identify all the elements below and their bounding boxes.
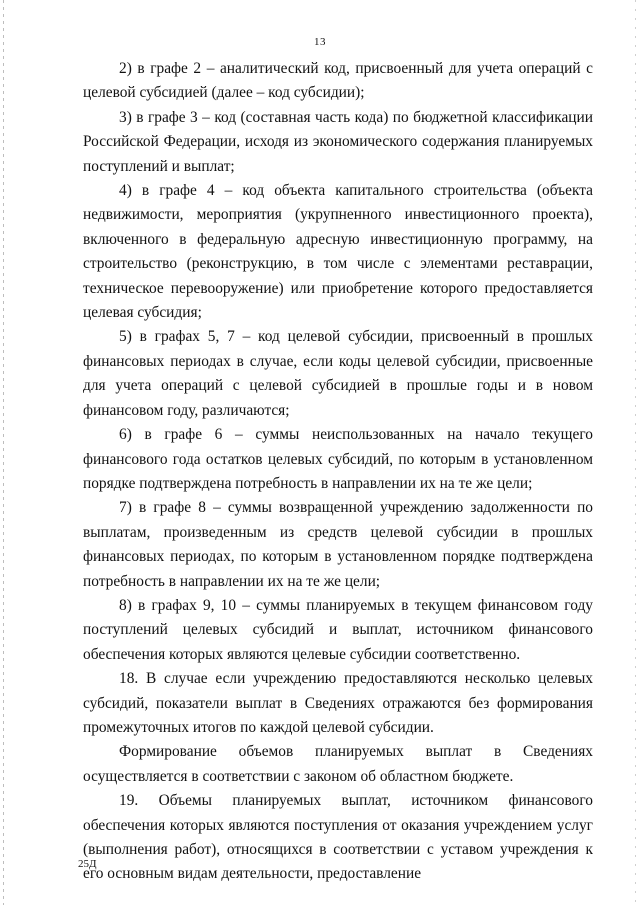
paragraph-item-5: 5) в графах 5, 7 – код целевой субсидии, присвоенный в прошлых финансовых периодах в случае, если коды целевой субсидии, присвоенные для учета операций с целевой субсидией в прошлые годы и в новом финансовом году, различаются; xyxy=(83,328,593,419)
paragraph-clause-18: 18. В случае если учреждению предоставляются несколько целевых субсидий, показатели выплат в Сведениях отражаются без формирования промежуточных итогов по каждой целевой субсидии. xyxy=(83,670,593,736)
paragraph-clause-19: 19. Объемы планируемых выплат, источником финансового обеспечения которых являются поступления от оказания учреждением услуг (выполнения работ), относящихся в соответствии с уставом учреждения к его основным видам деятельности, предоставление xyxy=(83,792,593,883)
footer-document-code: 25Д xyxy=(78,858,97,870)
scan-edge-right xyxy=(635,0,636,905)
page-number: 13 xyxy=(314,36,326,48)
scan-edge-left xyxy=(3,0,4,905)
paragraph-item-4: 4) в графе 4 – код объекта капитального строительства (объекта недвижимости, мероприятия (укрупненного инвестиционного проекта), включенного в федеральную адресную инвестиционную программу, на строительство (реконструкцию, в том числе с элементами реставрации, техническое перевооружение) или приобретение которого предоставляется целевая субсидия; xyxy=(83,182,593,322)
paragraph-item-2: 2) в графе 2 – аналитический код, присвоенный для учета операций с целевой субсидией (далее – код субсидии); xyxy=(83,60,593,102)
paragraph-item-7: 7) в графе 8 – суммы возвращенной учреждению задолженности по выплатам, произведенным из средств целевой субсидии в прошлых финансовых периодах, по которым в установленном порядке подтверждена потребность в направлении их на те же цели; xyxy=(83,499,593,590)
paragraph-clause-18-continued: Формирование объемов планируемых выплат в Сведениях осуществляется в соответствии с законом об областном бюджете. xyxy=(83,743,593,785)
document-body xyxy=(83,57,593,887)
paragraph-item-3: 3) в графе 3 – код (составная часть кода) по бюджетной классификации Российской Федерации, исходя из экономического содержания планируемых поступлений и выплат; xyxy=(83,108,593,175)
paragraph-item-8: 8) в графах 9, 10 – суммы планируемых в текущем финансовом году поступлений целевых субсидий и выплат, источником финансового обеспечения которых являются целевые субсидии соответственно. xyxy=(83,596,593,663)
paragraph-item-6: 6) в графе 6 – суммы неиспользованных на начало текущего финансового года остатков целевых субсидий, по которым в установленном порядке подтверждена потребность в направлении их на те же цели; xyxy=(83,426,593,492)
